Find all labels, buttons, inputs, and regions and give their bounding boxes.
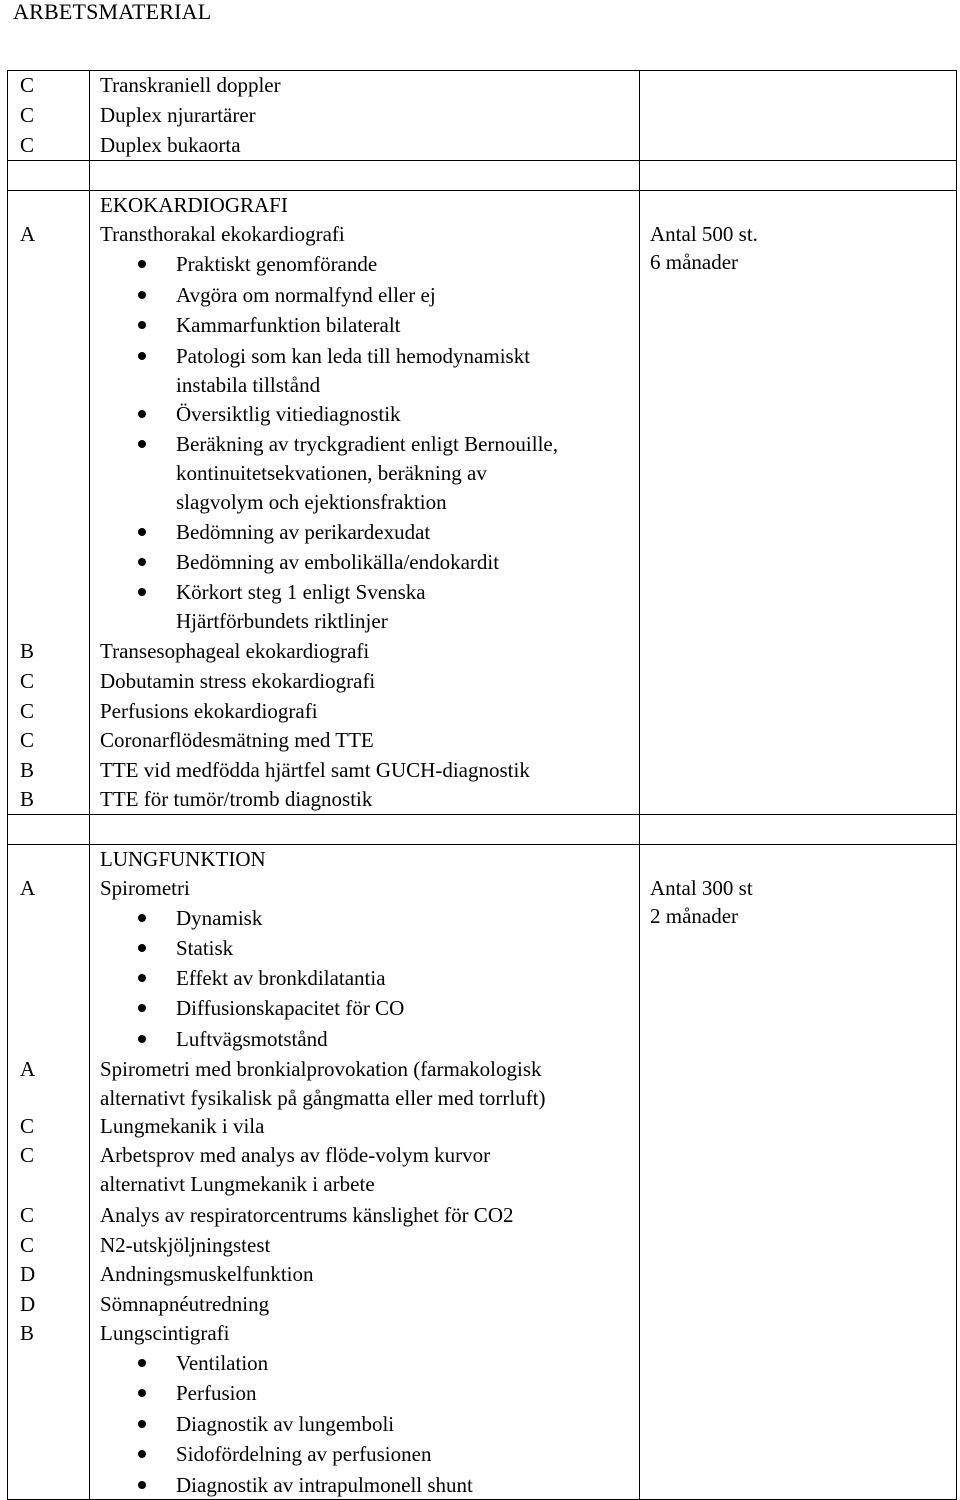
bullet-icon xyxy=(138,1481,146,1489)
table-row-label: Sömnapnéutredning xyxy=(100,1292,270,1316)
grade-label: B xyxy=(20,758,35,782)
table-row-rule xyxy=(7,160,957,161)
bullet-icon xyxy=(138,1359,146,1367)
bullet-icon xyxy=(138,914,146,922)
bullet-icon xyxy=(138,528,146,536)
grade-label: B xyxy=(20,1321,35,1345)
grade-label: A xyxy=(20,876,36,900)
list-item: Luftvägsmotstånd xyxy=(176,1027,328,1051)
list-item: Ventilation xyxy=(176,1351,269,1375)
list-item: Sidofördelning av perfusionen xyxy=(176,1442,432,1466)
grade-label: C xyxy=(20,133,35,157)
bullet-icon xyxy=(138,321,146,329)
grade-label: C xyxy=(20,1233,35,1257)
page-title: ARBETSMATERIAL xyxy=(13,0,212,24)
grade-label: C xyxy=(20,728,35,752)
grade-label: C xyxy=(20,73,35,97)
list-item-line: slagvolym och ejektionsfraktion xyxy=(176,490,447,514)
grade-label: B xyxy=(20,639,35,663)
list-item-line: instabila tillstånd xyxy=(176,373,321,397)
table-row-label: Analys av respiratorcentrums känslighet för CO2 xyxy=(100,1203,514,1227)
list-item-line: Beräkning av tryckgradient enligt Bernouille, xyxy=(176,432,558,456)
grade-label: A xyxy=(20,1057,36,1081)
bullet-icon xyxy=(138,558,146,566)
table-column-rule xyxy=(7,70,8,1500)
table-row-label: Spirometri xyxy=(100,876,190,900)
bullet-icon xyxy=(138,260,146,268)
table-column-rule xyxy=(956,70,957,1500)
list-item: Kammarfunktion bilateralt xyxy=(176,313,401,337)
list-item: Diagnostik av lungemboli xyxy=(176,1412,395,1436)
list-item: Statisk xyxy=(176,936,234,960)
list-item-line: Patologi som kan leda till hemodynamiskt xyxy=(176,344,531,368)
quantity-note: Antal 300 st xyxy=(650,876,753,900)
list-item: Effekt av bronkdilatantia xyxy=(176,966,386,990)
list-item: Dynamisk xyxy=(176,906,263,930)
quantity-note: Antal 500 st. xyxy=(650,222,758,246)
list-item-line: Hjärtförbundets riktlinjer xyxy=(176,609,388,633)
table-row-label: Transkraniell doppler xyxy=(100,73,281,97)
grade-label: C xyxy=(20,103,35,127)
table-row-label-line: alternativt fysikalisk på gångmatta eller med torrluft) xyxy=(100,1086,546,1110)
list-item: Perfusion xyxy=(176,1381,257,1405)
grade-label: B xyxy=(20,787,35,811)
section-heading: EKOKARDIOGRAFI xyxy=(100,193,288,217)
table-row-label: Lungmekanik i vila xyxy=(100,1114,265,1138)
list-item: Översiktlig vitiediagnostik xyxy=(176,402,401,426)
table-row-label: Duplex njurartärer xyxy=(100,103,256,127)
bullet-icon xyxy=(138,944,146,952)
table-row-label: Andningsmuskelfunktion xyxy=(100,1262,314,1286)
table-row-label: Transesophageal ekokardiografi xyxy=(100,639,370,663)
bullet-icon xyxy=(138,1450,146,1458)
table-row-label: Coronarflödesmätning med TTE xyxy=(100,728,374,752)
bullet-icon xyxy=(138,588,146,596)
table-row-label-line: Spirometri med bronkialprovokation (farmakologisk xyxy=(100,1057,542,1081)
list-item: Bedömning av perikardexudat xyxy=(176,520,431,544)
bullet-icon xyxy=(138,410,146,418)
list-item: Praktiskt genomförande xyxy=(176,252,378,276)
table-row-label: Perfusions ekokardiografi xyxy=(100,699,318,723)
table-row-rule xyxy=(7,814,957,815)
bullet-icon xyxy=(138,1420,146,1428)
grade-label: D xyxy=(20,1292,36,1316)
grade-label: C xyxy=(20,699,35,723)
bullet-icon xyxy=(138,974,146,982)
grade-label: A xyxy=(20,222,36,246)
bullet-icon xyxy=(138,1389,146,1397)
grade-label: C xyxy=(20,1203,35,1227)
table-column-rule xyxy=(639,70,640,1500)
table-row-label: N2-utskjöljningstest xyxy=(100,1233,271,1257)
list-item: Bedömning av embolikälla/endokardit xyxy=(176,550,500,574)
list-item: Diffusionskapacitet för CO xyxy=(176,996,405,1020)
table-row-label-line: alternativt Lungmekanik i arbete xyxy=(100,1172,375,1196)
list-item-line: kontinuitetsekvationen, beräkning av xyxy=(176,461,487,485)
list-item: Diagnostik av intrapulmonell shunt xyxy=(176,1473,473,1497)
grade-label: D xyxy=(20,1262,36,1286)
grade-label: C xyxy=(20,669,35,693)
bullet-icon xyxy=(138,1004,146,1012)
bullet-icon xyxy=(138,291,146,299)
grade-label: C xyxy=(20,1114,35,1138)
requirements-table xyxy=(7,70,957,1500)
table-row-label: Transthorakal ekokardiografi xyxy=(100,222,345,246)
bullet-icon xyxy=(138,352,146,360)
table-row-label: TTE för tumör/tromb diagnostik xyxy=(100,787,373,811)
table-row-label: TTE vid medfödda hjärtfel samt GUCH-diagnostik xyxy=(100,758,530,782)
table-row-label-line: Arbetsprov med analys av flöde-volym kurvor xyxy=(100,1143,491,1167)
bullet-icon xyxy=(138,440,146,448)
bullet-icon xyxy=(138,1035,146,1043)
quantity-note: 6 månader xyxy=(650,250,739,274)
section-heading: LUNGFUNKTION xyxy=(100,847,266,871)
list-item-line: Körkort steg 1 enligt Svenska xyxy=(176,580,426,604)
quantity-note: 2 månader xyxy=(650,904,739,928)
grade-label: C xyxy=(20,1143,35,1167)
list-item: Avgöra om normalfynd eller ej xyxy=(176,283,436,307)
table-row-label: Lungscintigrafi xyxy=(100,1321,230,1345)
table-column-rule xyxy=(89,70,90,1500)
table-row-label: Duplex bukaorta xyxy=(100,133,241,157)
table-row-label: Dobutamin stress ekokardiografi xyxy=(100,669,376,693)
